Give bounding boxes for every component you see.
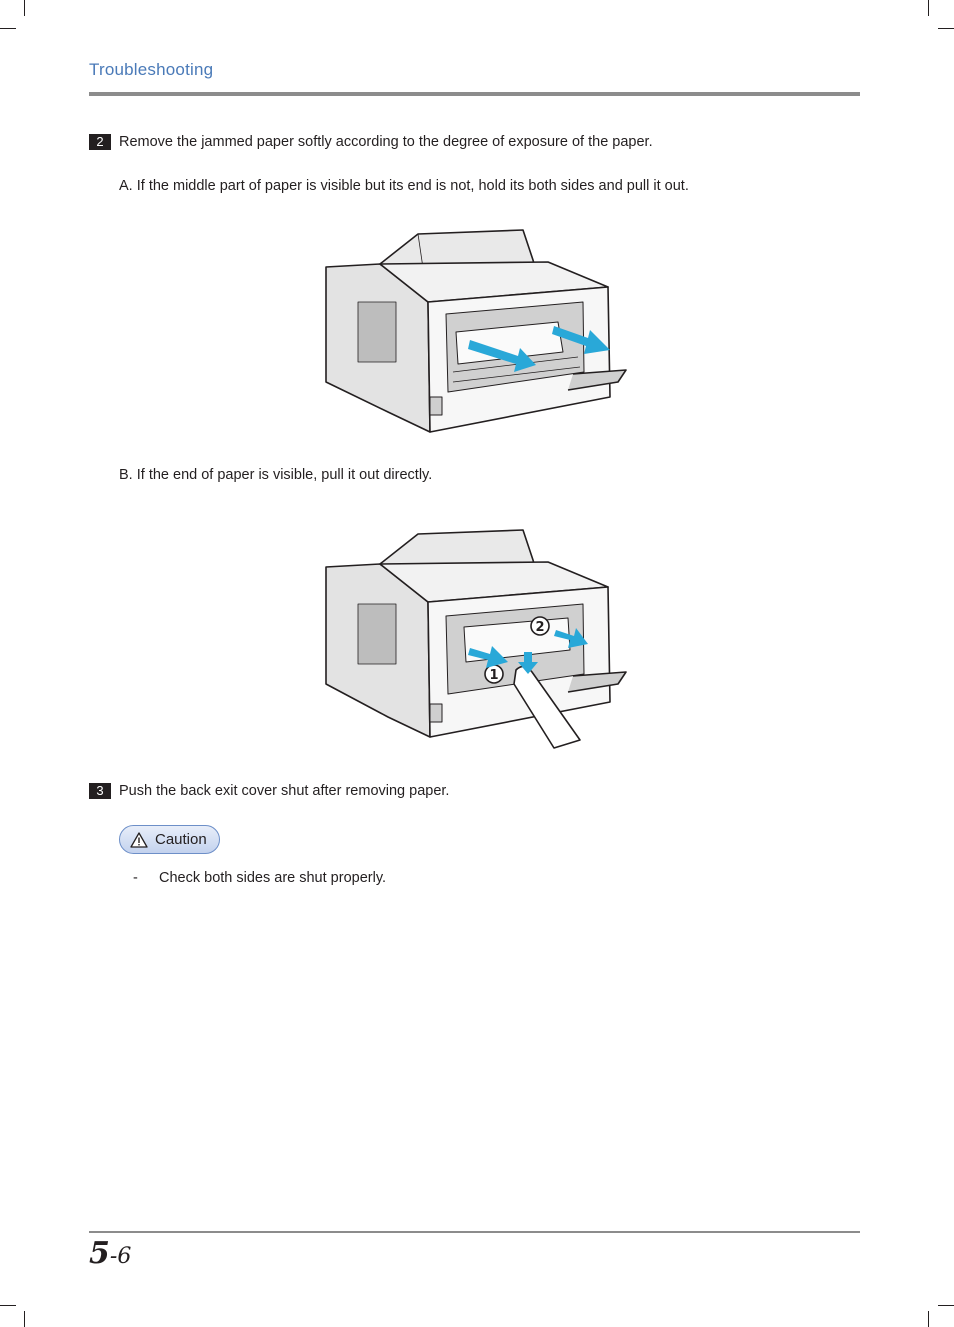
- step-text: Push the back exit cover shut after removing paper.: [119, 783, 450, 799]
- step-number-badge: 3: [89, 783, 111, 799]
- substep-a-text: A. If the middle part of paper is visible but its end is not, hold its both sides and pull it out.: [119, 178, 689, 194]
- crop-mark: [0, 28, 16, 29]
- header-rule: [89, 92, 860, 96]
- figure-callout-1: 1: [489, 668, 499, 683]
- substep-b-text: B. If the end of paper is visible, pull it out directly.: [119, 467, 433, 483]
- crop-mark: [938, 28, 954, 29]
- bullet-marker: -: [133, 870, 138, 886]
- page-number-separator: -: [109, 1244, 118, 1269]
- page-header-title: Troubleshooting: [89, 60, 214, 79]
- bullet-text: Check both sides are shut properly.: [159, 870, 387, 886]
- crop-mark: [0, 1305, 16, 1306]
- page-chapter-number: 5: [89, 1236, 110, 1271]
- figure-callout-2: 2: [535, 620, 545, 635]
- printer-figure-b: [318, 522, 632, 750]
- crop-mark: [24, 1311, 25, 1327]
- printer-figure-a: [318, 222, 632, 434]
- step-3: [89, 783, 449, 799]
- warning-triangle-icon: [130, 832, 148, 848]
- crop-mark: [928, 0, 929, 16]
- page-number: [89, 1236, 131, 1271]
- crop-mark: [928, 1311, 929, 1327]
- page-sub-number: 6: [117, 1244, 132, 1269]
- step-text: Remove the jammed paper softly according to the degree of exposure of the paper.: [119, 134, 653, 150]
- caution-label: Caution: [155, 831, 207, 848]
- crop-mark: [24, 0, 25, 16]
- crop-mark: [938, 1305, 954, 1306]
- footer-rule: [89, 1231, 860, 1233]
- step-2: [89, 134, 653, 150]
- caution-badge: [119, 825, 220, 854]
- step-number-badge: 2: [89, 134, 111, 150]
